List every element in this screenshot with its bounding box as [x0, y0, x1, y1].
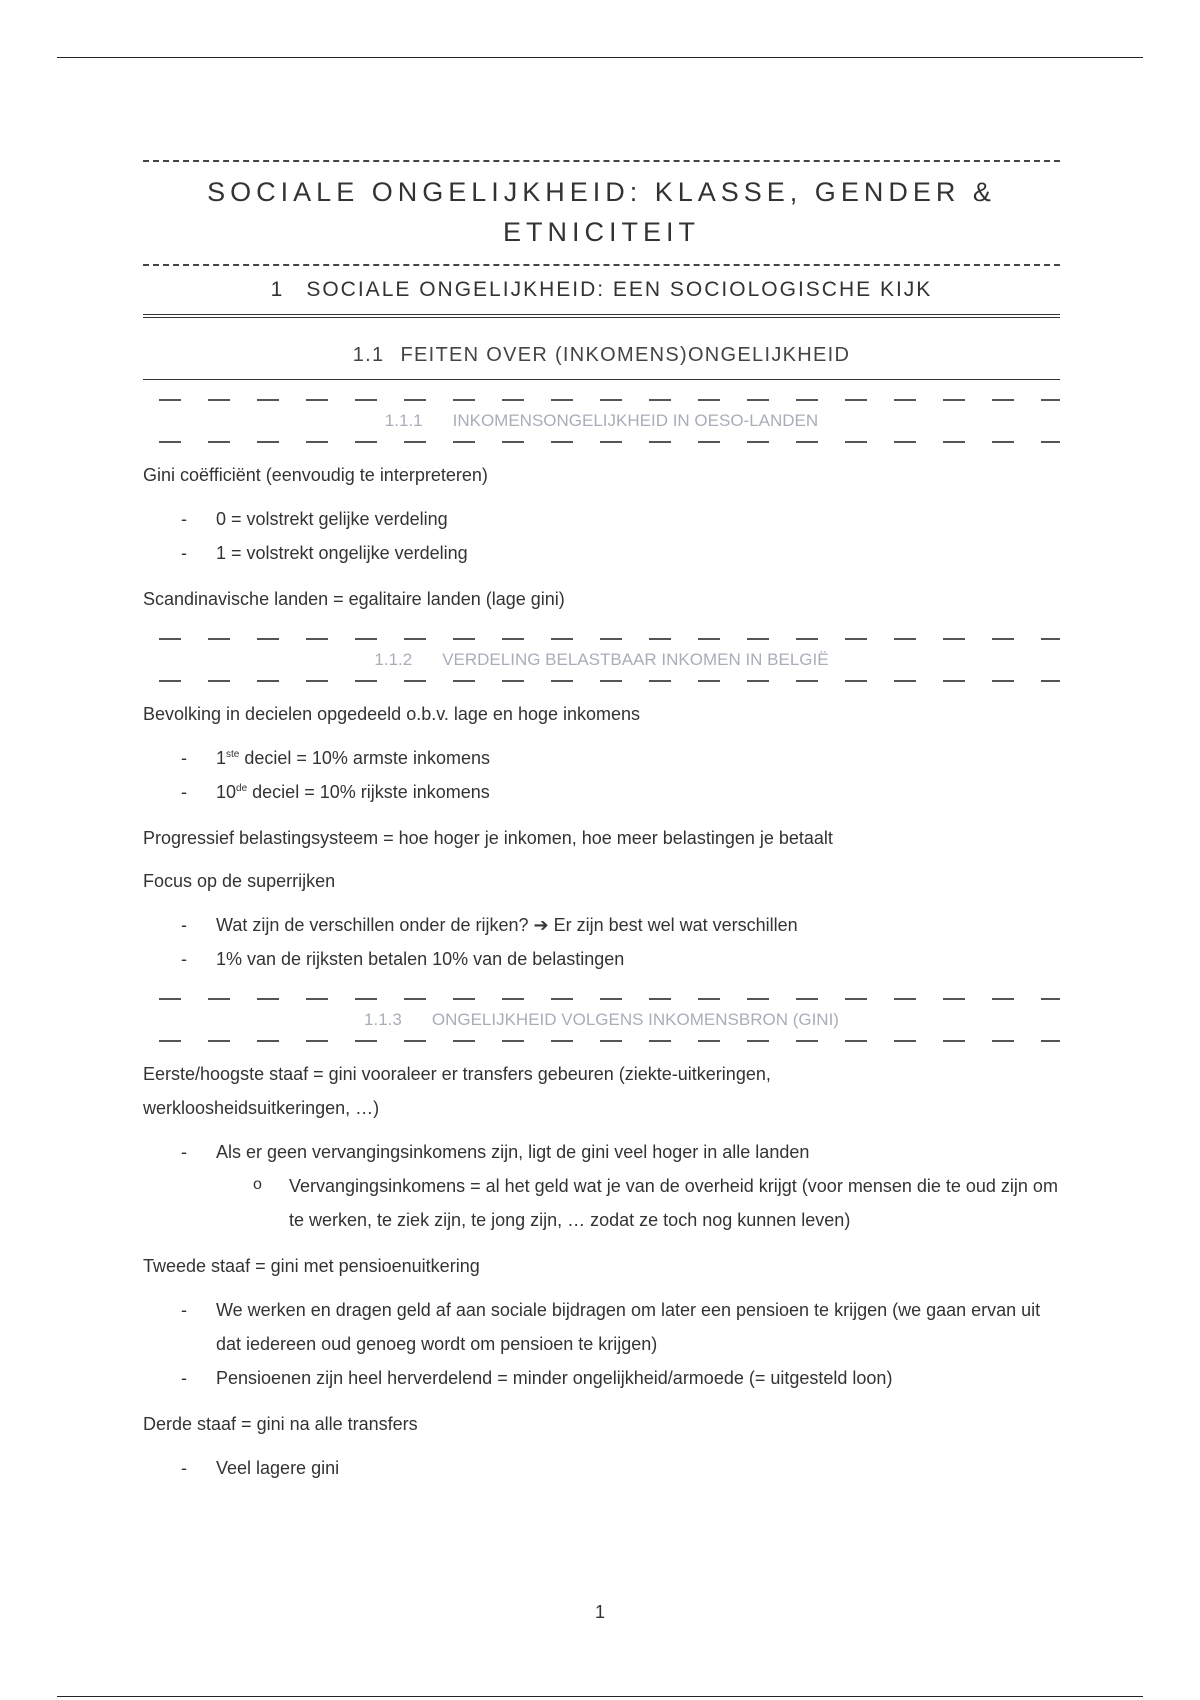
ordinal-suffix: ste	[226, 749, 240, 760]
list-item	[143, 741, 1060, 775]
list-item-text: deciel = 10% rijkste inkomens	[247, 782, 490, 802]
list-item: - 1% van de rijksten betalen 10% van de belastingen	[143, 942, 1060, 976]
chapter-heading	[143, 278, 1060, 318]
subsection-heading-1-1-1	[143, 394, 1060, 448]
sub-list-item: o Vervangingsinkomens = al het geld wat je van de overheid krijgt (voor mensen die te oud zijn om te werken, te ziek zijn, te jong zijn, … zodat ze toch nog kunnen leven)	[216, 1169, 1060, 1237]
header-rule	[57, 57, 1143, 58]
paragraph-line: Eerste/hoogste staaf = gini vooraleer er transfers gebeuren (ziekte-uitkeringen,	[143, 1064, 771, 1084]
subsection-title: VERDELING BELASTBAAR INKOMEN IN BELGIË	[442, 650, 829, 669]
paragraph: Tweede staaf = gini met pensioenuitkering	[143, 1256, 480, 1276]
footer-rule	[57, 1696, 1143, 1697]
subsection-title: INKOMENSONGELIJKHEID IN OESO-LANDEN	[452, 411, 819, 430]
paragraph: Gini coëfficiënt (eenvoudig te interpreteren)	[143, 465, 488, 485]
bullet-list	[143, 1451, 1060, 1485]
paragraph: Bevolking in decielen opgedeeld o.b.v. lage en hoge inkomens	[143, 704, 641, 724]
ordinal-number: 10	[216, 782, 237, 802]
section-heading	[143, 344, 1060, 380]
subsection-number: 1.1.1	[384, 411, 423, 430]
list-item	[143, 1135, 1060, 1169]
title-line-1: SOCIALE ONGELIJKHEID: KLASSE, GENDER &	[207, 177, 996, 207]
paragraph: Derde staaf = gini na alle transfers	[143, 1414, 418, 1434]
subsection-heading-1-1-2	[143, 633, 1060, 687]
list-item	[143, 775, 1060, 809]
list-item: - Wat zijn de verschillen onder de rijken? ➔ Er zijn best wel wat verschillen	[143, 908, 1060, 942]
list-item-text: deciel = 10% armste inkomens	[239, 748, 490, 768]
page-number: 1	[594, 1602, 605, 1622]
bullet-list	[143, 1293, 1060, 1395]
bullet-list	[143, 741, 1060, 809]
sub-bullet-list	[216, 1169, 1060, 1237]
list-item: - 0 = volstrekt gelijke verdeling	[143, 502, 1060, 536]
list-item: - 1 = volstrekt ongelijke verdeling	[143, 536, 1060, 570]
subsection-number: 1.1.2	[374, 650, 413, 669]
subsection-heading-1-1-3	[143, 993, 1060, 1047]
chapter-number: 1	[270, 278, 285, 301]
document-title	[143, 160, 1060, 266]
paragraph: Progressief belastingsysteem = hoe hoger je inkomen, hoe meer belastingen je betaalt	[143, 828, 833, 848]
list-item: - We werken en dragen geld af aan sociale bijdragen om later een pensioen te krijgen (we gaan ervan uit dat iedereen oud genoeg wordt om pensioen te krijgen)	[143, 1293, 1060, 1361]
ordinal-suffix: de	[236, 783, 248, 794]
list-item: - Pensioenen zijn heel herverdelend = minder ongelijkheid/armoede (= uitgesteld loon)	[143, 1361, 1060, 1395]
bullet-list	[143, 502, 1060, 570]
paragraph	[143, 1057, 1060, 1125]
title-line-2: ETNICITEIT	[503, 217, 700, 247]
section-number: 1.1	[352, 344, 385, 366]
list-item-text: Als er geen vervangingsinkomens zijn, ligt de gini veel hoger in alle landen	[216, 1142, 810, 1162]
chapter-title: SOCIALE ONGELIJKHEID: EEN SOCIOLOGISCHE KIJK	[306, 278, 933, 301]
paragraph-line: werkloosheidsuitkeringen, …)	[143, 1098, 380, 1118]
bullet-list	[143, 1135, 1060, 1169]
paragraph: Scandinavische landen = egalitaire landen (lage gini)	[143, 589, 565, 609]
document-body	[143, 160, 1060, 1485]
list-item: - Veel lagere gini	[143, 1451, 1060, 1485]
subsection-title: ONGELIJKHEID VOLGENS INKOMENSBRON (GINI)	[431, 1010, 839, 1029]
section-title: FEITEN OVER (INKOMENS)ONGELIJKHEID	[400, 344, 851, 366]
ordinal-number: 1	[216, 748, 227, 768]
bullet-list	[143, 908, 1060, 976]
paragraph: Focus op de superrijken	[143, 871, 336, 891]
subsection-number: 1.1.3	[364, 1010, 402, 1029]
